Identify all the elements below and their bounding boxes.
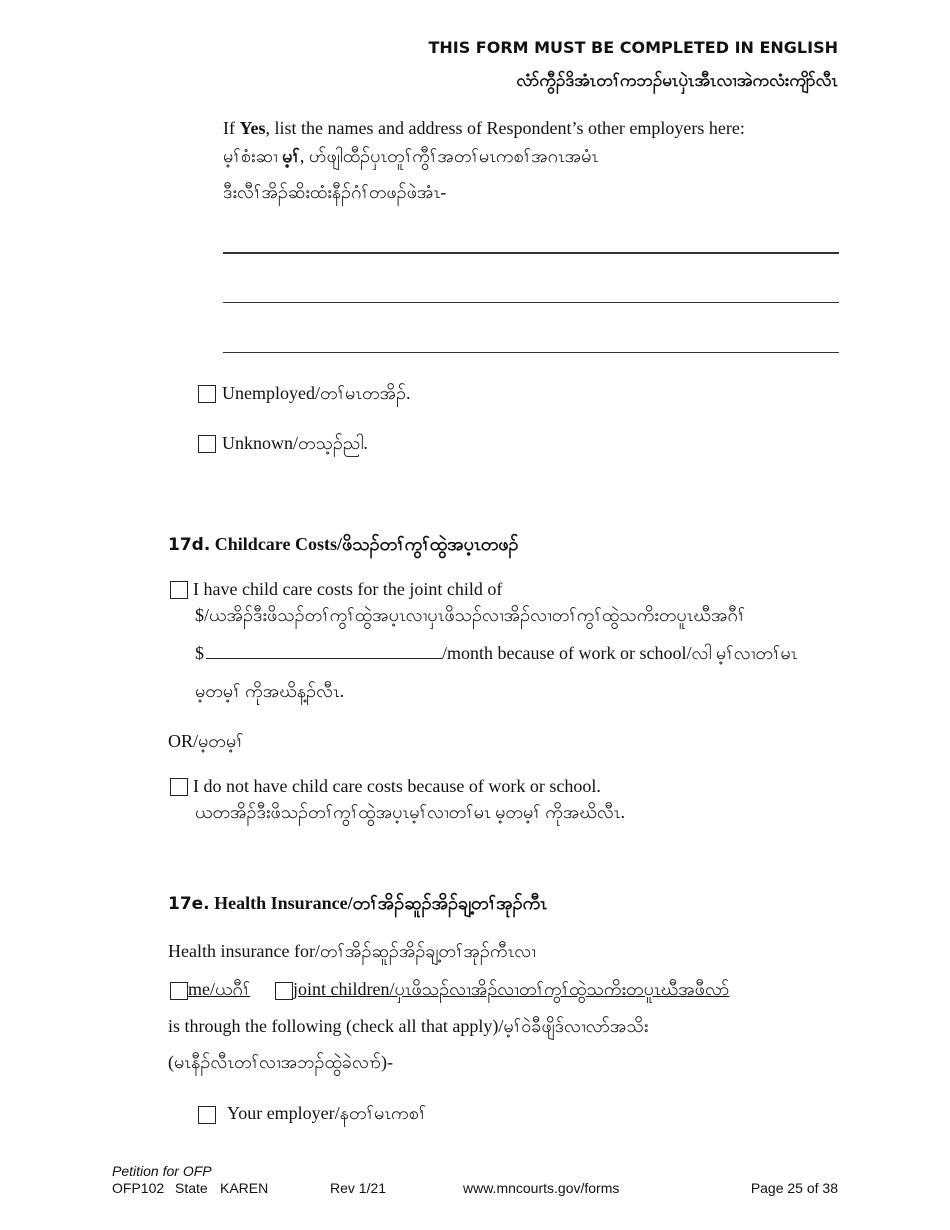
insurance-source-instruction: is through the following (check all that apply)/မ့ၢ်ဝဲခီဖျိဒ်လၢလာ်အသိး <box>168 1016 649 1036</box>
your-employer-label: Your employer/နတၢ်မၤကစၢ် <box>227 1103 427 1123</box>
your-employer-checkbox[interactable] <box>198 1106 216 1124</box>
form-language-notice-karen: လံာ်ကွီၣ်ဒိအံၤတၢ်ကဘၣ်မၤပှဲၤအီၤလၢအဲကလံးကျိာ်လီၤ <box>516 71 838 91</box>
insurance-me-checkbox[interactable] <box>170 982 188 1000</box>
other-employers-instruction-karen-2: ဒီးလီၢ်အိၣ်ဆိးထံးနီၣ်ဂံၢ်တဖၣ်ဖဲအံၤ- <box>223 182 447 202</box>
childcare-amount-field[interactable] <box>206 644 442 659</box>
or-label: OR/မ့တမ့ၢ် <box>168 731 244 751</box>
form-language-notice: THIS FORM MUST BE COMPLETED IN ENGLISH <box>428 38 838 57</box>
insurance-me-label: me/ယဂီၢ် <box>188 979 251 999</box>
childcare-costs-label-karen: $/ယအိၣ်ဒီးဖိသၣ်တၢ်ကွၢ်ထွဲအပ့ၤလၢပှၤဖိသၣ်လၢအိၣ်လၢတၢ်ကွၢ်ထွဲသကိးတပူၤဃီအဂီၢ် <box>195 605 746 625</box>
footer-url[interactable]: www.mncourts.gov/forms <box>463 1180 620 1196</box>
no-childcare-costs-label: I do not have child care costs because of work or school. <box>193 776 601 796</box>
other-employers-instruction: If Yes, list the names and address of Respondent’s other employers here: <box>223 118 745 138</box>
yes-label: Yes <box>239 118 266 138</box>
insurance-joint-children-label: joint children/ပှၤဖိသၣ်လၢအိၣ်လၢတၢ်ကွၢ်ထွဲသကိးတပူၤဃီအဖီလာ် <box>293 979 730 999</box>
insurance-joint-children-checkbox[interactable] <box>275 982 293 1000</box>
section-17e-heading: 17e. Health Insurance/တၢ်အိၣ်ဆူၣ်အိၣ်ချ့တၢ်အုၣ်ကီၤ <box>168 893 547 914</box>
no-childcare-costs-label-karen: ယတအိၣ်ဒီးဖိသၣ်တၢ်ကွၢ်ထွဲအပ့ၤမ့ၢ်လၢတၢ်မၤ မ့တမ့ၢ် ကိုအဃိလီၤ. <box>195 802 626 822</box>
childcare-amount-row: $ /month because of work or school/လါ မ့ၢ်လၢတၢ်မၤ <box>195 643 798 663</box>
childcare-costs-checkbox[interactable] <box>170 581 188 599</box>
childcare-costs-reason-karen: မ့တမ့ၢ် ကိုအဃိန့ၣ်လီၤ. <box>195 681 345 701</box>
no-childcare-costs-checkbox[interactable] <box>170 778 188 796</box>
employers-answer-line-2[interactable] <box>223 302 839 303</box>
employers-answer-line-3[interactable] <box>223 352 839 353</box>
unknown-label: Unknown/တသ့ၣ်ညါ. <box>222 433 368 453</box>
health-insurance-for-label: Health insurance for/တၢ်အိၣ်ဆူၣ်အိၣ်ချ့တၢ်အုၣ်ကီၤလၢ <box>168 941 536 961</box>
footer-form-code: OFP102 <box>112 1180 165 1196</box>
other-employers-instruction-karen: မ့ၢ်စံးဆၢ မ့ၢ်, ဟ်ဖျါထီၣ်ပှၤတူၢ်ကွီၢ်အတၢ်မၤကစၢ်အဂၤအမံၤ <box>223 146 599 166</box>
unknown-checkbox[interactable] <box>198 435 216 453</box>
footer-state: State <box>175 1180 208 1196</box>
childcare-costs-label: I have child care costs for the joint child of <box>193 579 503 599</box>
footer-revision: Rev 1/21 <box>330 1180 387 1196</box>
unemployed-checkbox[interactable] <box>198 385 216 403</box>
employers-answer-line-1[interactable] <box>223 252 839 254</box>
section-17d-heading: 17d. Childcare Costs/ဖိသၣ်တၢ်ကွၢ်ထွဲအပ့ၤတဖၣ် <box>168 534 519 555</box>
insurance-source-instruction-karen: (မၤနီၣ်လီၤတၢ်လၢအဘၣ်ထွဲခဲလၢာ်)- <box>168 1052 393 1072</box>
footer-form-title: Petition for OFP <box>112 1163 212 1179</box>
unemployed-label: Unemployed/တၢ်မၤတအိၣ်. <box>222 383 411 403</box>
footer-language: KAREN <box>220 1180 269 1196</box>
footer-page-number: Page 25 of 38 <box>750 1180 838 1196</box>
